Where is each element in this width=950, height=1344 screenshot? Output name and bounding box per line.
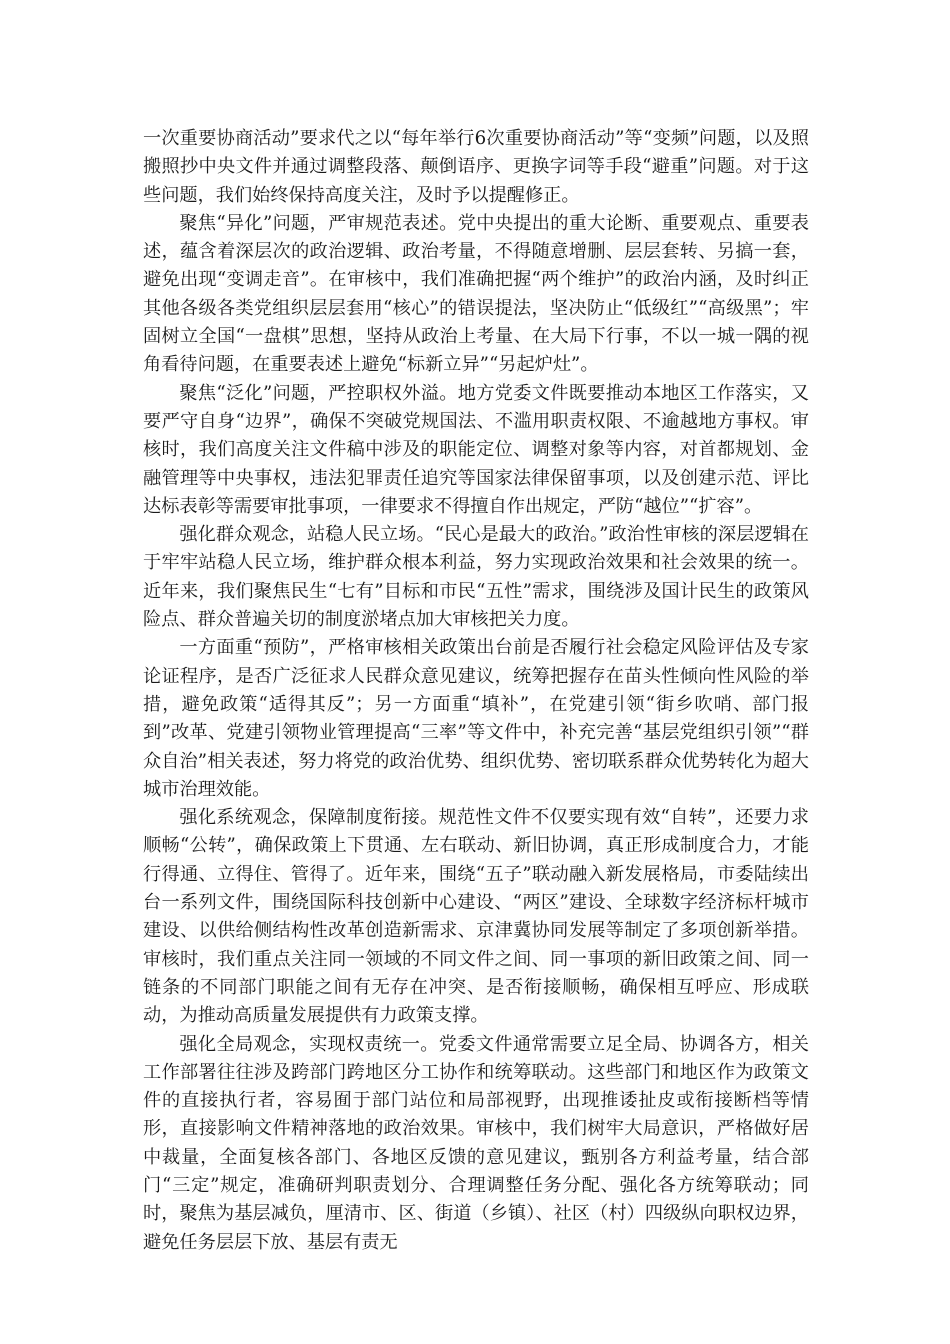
document-body (143, 125, 809, 1257)
paragraph-6: 强化系统观念，保障制度衔接。规范性文件不仅要实现有效“自转”，还要力求顺畅“公转”，确保政策上下贯通、左右联动、新旧协调，真正形成制度合力，才能行得通、立得住、管得了。近年来，围绕“五子”联动融入新发展格局，市委陆续出台一系列文件，围绕国际科技创新中心建设、“两区”建设、全球数字经济标杆城市建设、以供给侧结构性改革创造新需求、京津冀协同发展等制定了多项创新举措。审核时，我们重点关注同一领域的不同文件之间、同一事项的新旧政策之间、同一链条的不同部门职能之间有无存在冲突、是否衔接顺畅，确保相互呼应、形成联动，为推动高质量发展提供有力政策支撑。 (143, 807, 809, 1027)
paragraph-1: 一次重要协商活动”要求代之以“每年举行6次重要协商活动”等“变频”问题，以及照搬照抄中央文件并通过调整段落、颠倒语序、更换字词等手段“避重”问题。对于这些问题，我们始终保持高度关注，及时予以提醒修正。 (143, 128, 809, 206)
paragraph-3: 聚焦“泛化”问题，严控职权外溢。地方党委文件既要推动本地区工作落实，又要严守自身“边界”，确保不突破党规国法、不滥用职责权限、不逾越地方事权。审核时，我们高度关注文件稿中涉及的职能定位、调整对象等内容，对首都规划、金融管理等中央事权，违法犯罪责任追究等国家法律保留事项，以及创建示范、评比达标表彰等需要审批事项，一律要求不得擅自作出规定，严防“越位”“扩容”。 (143, 382, 809, 517)
paragraph-2: 聚焦“异化”问题，严审规范表述。党中央提出的重大论断、重要观点、重要表述，蕴含着深层次的政治逻辑、政治考量，不得随意增删、层层套转、另搞一套，避免出现“变调走音”。在审核中，我们准确把握“两个维护”的政治内涵，及时纠正其他各级各类党组织层层套用“核心”的错误提法，坚决防止“低级红”“高级黑”；牢固树立全国“一盘棋”思想，坚持从政治上考量、在大局下行事，不以一城一隅的视角看待问题，在重要表述上避免“标新立异”“另起炉灶”。 (143, 212, 809, 376)
paragraph-7: 强化全局观念，实现权责统一。党委文件通常需要立足全局、协调各方，相关工作部署往往涉及跨部门跨地区分工协作和统筹联动。这些部门和地区作为政策文件的直接执行者，容易囿于部门站位和局部视野，出现推诿扯皮或衔接断档等情形，直接影响文件精神落地的政治效果。审核中，我们树牢大局意识，严格做好居中裁量，全面复核各部门、各地区反馈的意见建议，甄别各方利益考量，结合部门“三定”规定，准确研判职责划分、合理调整任务分配、强化各方统筹联动；同时，聚焦为基层减负，厘清市、区、街道（乡镇）、社区（村）四级纵向职权边界，避免任务层层下放、基层有责无 (143, 1033, 809, 1253)
paragraph-5: 一方面重“预防”，严格审核相关政策出台前是否履行社会稳定风险评估及专家论证程序，是否广泛征求人民群众意见建议，统筹把握存在苗头性倾向性风险的举措，避免政策“适得其反”；另一方面重“填补”，在党建引领“街乡吹哨、部门报到”改革、党建引领物业管理提高“三率”等文件中，补充完善“基层党组织引领”“群众自治”相关表述，努力将党的政治优势、组织优势、密切联系群众优势转化为超大城市治理效能。 (143, 637, 809, 800)
paragraph-4: 强化群众观念，站稳人民立场。“民心是最大的政治。”政治性审核的深层逻辑在于牢牢站稳人民立场，维护群众根本利益，努力实现政治效果和社会效果的统一。近年来，我们聚焦民生“七有”目标和市民“五性”需求，围绕涉及国计民生的政策风险点、群众普遍关切的制度淤堵点加大审核把关力度。 (143, 524, 809, 631)
